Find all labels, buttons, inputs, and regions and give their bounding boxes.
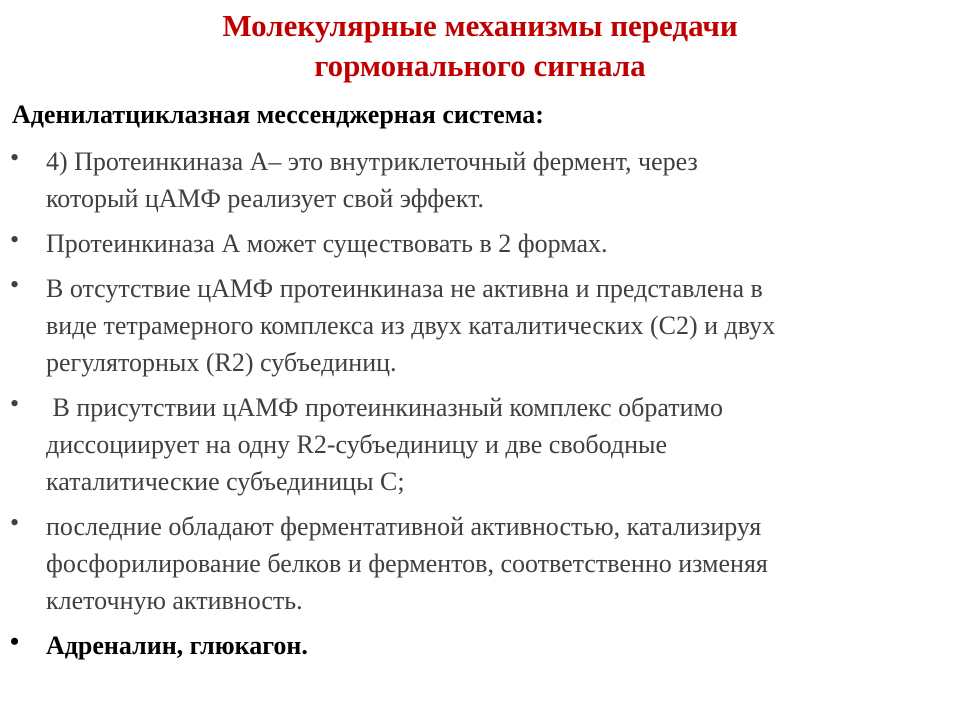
bullet-item-6 bbox=[0, 627, 960, 664]
bullet-line: В отсутствие цАМФ протеинкиназа не активна и представлена в bbox=[46, 274, 763, 303]
bullet-line-emphasis: Адреналин, глюкагон. bbox=[46, 631, 308, 660]
bullet-line: виде тетрамерного комплекса из двух каталитических (С2) и двух bbox=[46, 311, 776, 340]
bullet-line: который цАМФ реализует свой эффект. bbox=[46, 184, 485, 213]
bullet-line: регуляторных (R2) субъединиц. bbox=[46, 348, 397, 377]
bullet-icon: • bbox=[10, 225, 20, 254]
bullet-list bbox=[0, 143, 960, 672]
bullet-icon: • bbox=[10, 143, 20, 172]
bullet-line: Протеинкиназа А может существовать в 2 формах. bbox=[46, 229, 608, 258]
slide-title bbox=[0, 6, 960, 86]
bullet-line: клеточную активность. bbox=[46, 586, 303, 615]
bullet-line: диссоциирует на одну R2-субъединицу и две свободные bbox=[46, 430, 668, 459]
bullet-line: В присутствии цАМФ протеинкиназный комплекс обратимо bbox=[46, 393, 723, 422]
bullet-item-5 bbox=[0, 508, 960, 619]
bullet-item-3 bbox=[0, 270, 960, 381]
bullet-icon: • bbox=[10, 389, 20, 418]
bullet-icon: • bbox=[10, 627, 20, 656]
bullet-line: каталитические субъединицы С; bbox=[46, 467, 405, 496]
section-heading: Аденилатциклазная мессенджерная система: bbox=[12, 100, 544, 129]
bullet-line: 4) Протеинкиназа А– это внутриклеточный фермент, через bbox=[46, 147, 698, 176]
slide-title-line-2: гормонального сигнала bbox=[314, 48, 646, 83]
bullet-item-4 bbox=[0, 389, 960, 500]
bullet-item-2 bbox=[0, 225, 960, 262]
bullet-item-1 bbox=[0, 143, 960, 217]
slide-title-line-1: Молекулярные механизмы передачи bbox=[222, 8, 738, 43]
bullet-icon: • bbox=[10, 508, 20, 537]
bullet-line: фосфорилирование белков и ферментов, соответственно изменяя bbox=[46, 549, 768, 578]
bullet-icon: • bbox=[10, 270, 20, 299]
bullet-line: последние обладают ферментативной активностью, катализируя bbox=[46, 512, 762, 541]
